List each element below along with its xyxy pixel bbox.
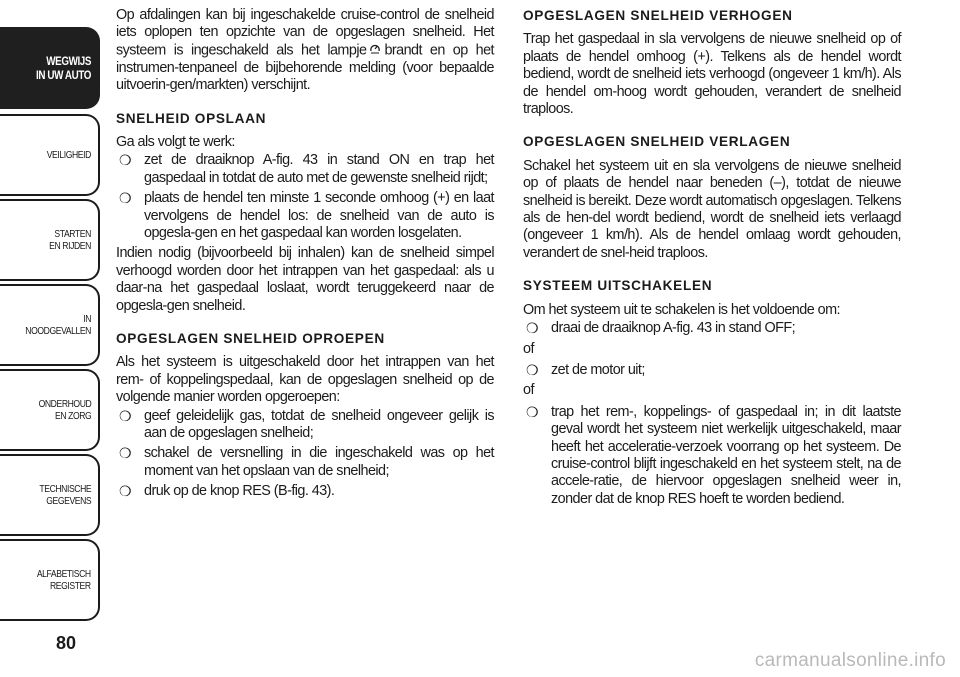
tab-starten[interactable] [0, 199, 100, 281]
list-item [116, 408, 494, 443]
bullet-icon: ❍ [119, 407, 132, 424]
tab-label: ALFABETISCH REGISTER [37, 568, 91, 592]
tab-label: STARTEN EN RIJDEN [49, 228, 91, 252]
list-item [116, 152, 494, 187]
list-item [116, 483, 494, 500]
bullet-list [523, 362, 901, 379]
list-item-text: trap het rem-, koppelings- of gaspedaal in; in dit laatste geval wordt het systeem niet werkelijk uitgeschakeld, maar heeft het acceleratie-verzoek voorrang op het systeem. De cruise-control blijft ingeschakeld en het systeem stelt, na de accele-ratie, de hiervoor opgeslagen snelheid weer in, zonder dat de knop RES hoeft te worden bediend. [551, 403, 901, 507]
bullet-list [523, 320, 901, 337]
bullet-list [116, 152, 494, 242]
intro-paragraph [116, 7, 494, 95]
tab-label: WEGWIJS IN UW AUTO [36, 54, 91, 82]
bullet-icon: ❍ [119, 190, 132, 207]
or-text: of [523, 340, 534, 357]
or-text: of [523, 382, 534, 399]
bullet-icon: ❍ [526, 320, 539, 337]
heading-snelheid-opslaan: SNELHEID OPSLAAN [116, 110, 267, 126]
paragraph: Indien nodig (bijvoorbeeld bij inhalen) kan de snelheid simpel verhoogd worden door het intrappen van het gaspedaal: als u daar-na het gaspedaal loslaat, wordt teruggekeerd naar de opgesla-gen snelheid. [116, 245, 494, 314]
tab-label: ONDERHOUD EN ZORG [38, 398, 91, 422]
tab-register[interactable] [0, 539, 100, 621]
list-item [116, 445, 494, 480]
bullet-list [116, 408, 494, 501]
page-number: 80 [56, 633, 77, 653]
tab-veiligheid[interactable] [0, 114, 100, 196]
list-item [523, 404, 901, 508]
list-item-text: draai de draaiknop A-fig. 43 in stand OFF; [551, 320, 796, 337]
list-item [523, 320, 901, 337]
bullet-list [523, 404, 901, 508]
bullet-icon: ❍ [119, 152, 132, 169]
heading-systeem-uitschakelen: SYSTEEM UITSCHAKELEN [523, 278, 713, 294]
list-item-text: druk op de knop RES (B-fig. 43). [144, 483, 335, 500]
tab-onderhoud[interactable] [0, 369, 100, 451]
tab-wegwijs[interactable] [0, 27, 100, 109]
tab-label: TECHNISCHE GEGEVENS [39, 483, 91, 507]
paragraph: Als het systeem is uitgeschakeld door het intrappen van het rem- of koppelingspedaal, kan de opgeslagen snelheid op de volgende manier worden opgeroepen: [116, 354, 494, 406]
right-column [523, 7, 901, 511]
cruise-control-lamp-icon [369, 42, 381, 59]
bullet-icon: ❍ [526, 361, 539, 378]
bullet-icon: ❍ [119, 483, 132, 500]
tab-noodgevallen[interactable] [0, 284, 100, 366]
heading-snelheid-verlagen: OPGESLAGEN SNELHEID VERLAGEN [523, 134, 791, 150]
intro-text: Op afdalingen kan bij ingeschakelde cruise-control de snelheid iets oplopen ten opzichte van de opgeslagen snelheid. Het systeem is ingeschakeld als het lampje [116, 7, 494, 59]
list-item-text: schakel de versnelling in die ingeschakeld was op het moment van het opslaan van de snelheid; [144, 445, 494, 479]
bullet-icon: ❍ [526, 403, 539, 420]
tab-technische-gegevens[interactable] [0, 454, 100, 536]
bullet-icon: ❍ [119, 445, 132, 462]
heading-snelheid-oproepen: OPGESLAGEN SNELHEID OPROEPEN [116, 331, 385, 346]
paragraph: Schakel het systeem uit en sla vervolgens de nieuwe snelheid op of plaats de hendel naar beneden (–), totdat de nieuwe snelheid is bereikt. Deze wordt automatisch opgeslagen. Telkens als de hen-del wordt bediend, wordt de snelheid iets verlaagd (ongeveer 1 km/h). Als de hendel omlaag wordt gehouden, verandert de snel-heid traploos. [523, 157, 901, 261]
list-item-text: plaats de hendel ten minste 1 seconde omhoog (+) en laat vervolgens de hendel los: de snelheid van de auto is opgesla-gen en het gaspedaal kan worden losgelaten. [144, 190, 494, 241]
list-item [116, 190, 494, 242]
paragraph: Trap het gaspedaal in sla vervolgens de nieuwe snelheid op of plaats de hendel omhoog (+). Telkens als de hendel wordt bediend, wordt de snelheid iets verhoogd (ongeveer 1 km/h). Als de hendel om-hoog wordt gehouden, verandert de snelheid traploos. [523, 31, 901, 118]
heading-snelheid-verhogen: OPGESLAGEN SNELHEID VERHOGEN [523, 8, 793, 23]
paragraph: Om het systeem uit te schakelen is het voldoende om: [523, 301, 840, 318]
list-item-text: geef geleidelijk gas, totdat de snelheid ongeveer gelijk is aan de opgeslagen snelheid; [144, 407, 494, 442]
list-item-text: zet de draaiknop A-fig. 43 in stand ON en trap het gaspedaal in totdat de auto met de gewenste snelheid rijdt; [144, 152, 494, 186]
tab-label: IN NOODGEVALLEN [25, 313, 91, 337]
left-column [116, 7, 494, 504]
watermark: carmanualsonline.info [754, 650, 946, 671]
paragraph: Ga als volgt te werk: [116, 133, 235, 150]
list-item-text: zet de motor uit; [551, 361, 645, 378]
list-item [523, 362, 901, 379]
tab-label: VEILIGHEID [46, 149, 91, 161]
intro-text-2: brandt en op het instrumen-tenpaneel de bijbehorende melding (voor bepaalde uitvoerin-gen/markten) verschijnt. [116, 42, 494, 94]
